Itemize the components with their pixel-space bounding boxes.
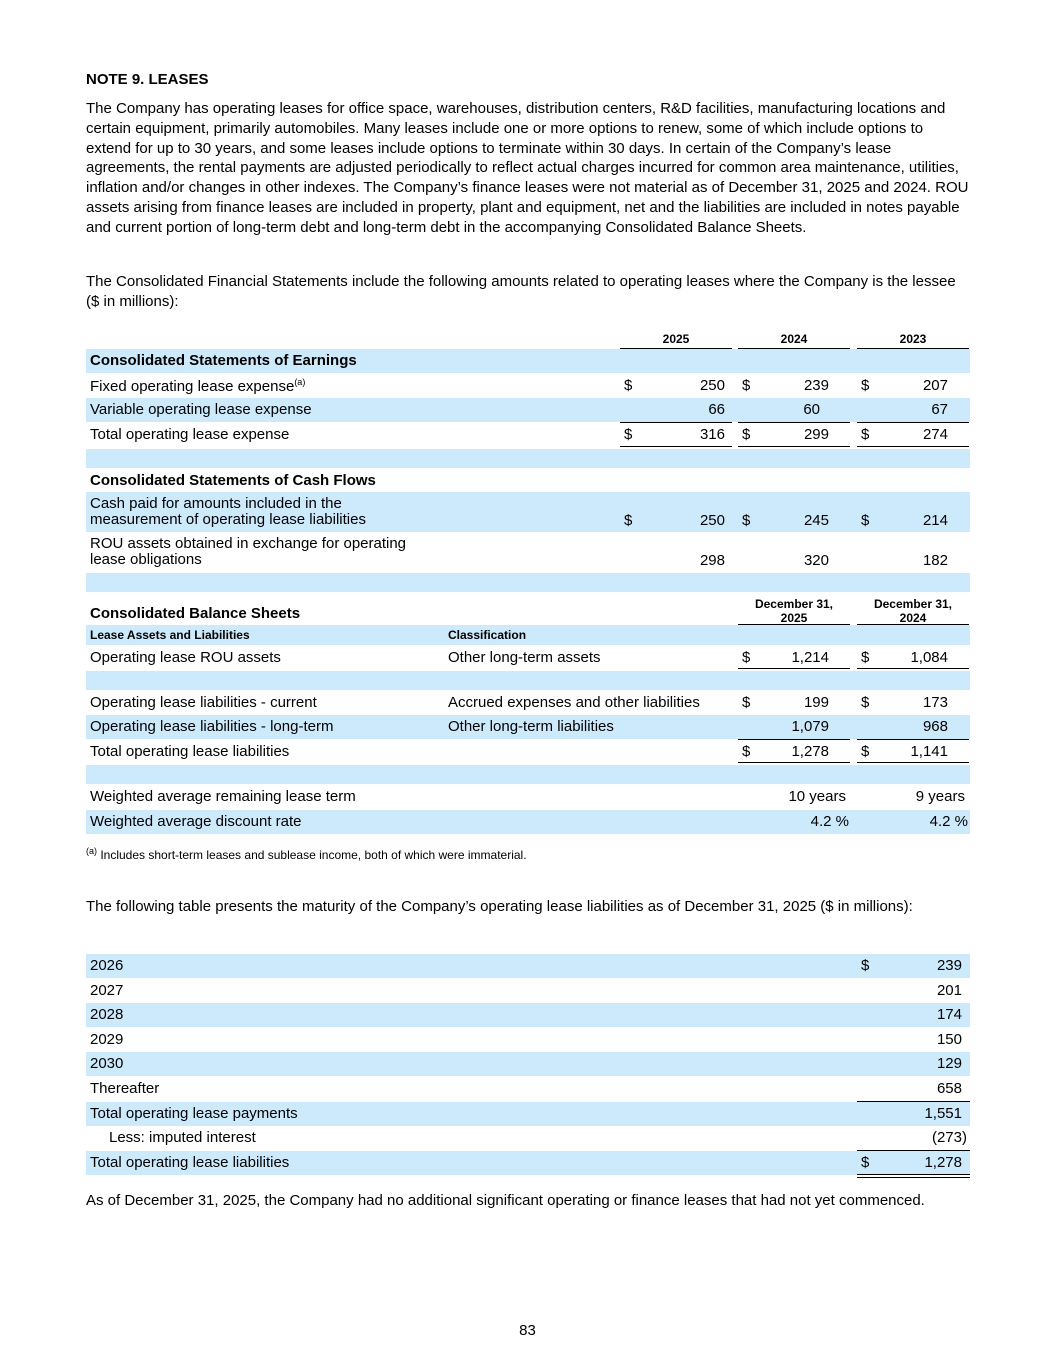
currency-symbol: $ — [624, 512, 633, 529]
col-header-dec-2025: December 31, 2025 — [754, 597, 834, 625]
row-label: Fixed operating lease expense$^{(a)}$ — [90, 377, 306, 395]
row-label: Cash paid for amounts included in the measurement of operating lease liabilities — [90, 495, 366, 528]
value-2025: 316 — [699, 426, 725, 443]
value-2024: 9 years — [915, 788, 965, 805]
value-2024: 968 — [922, 718, 948, 735]
value-2024: 239 — [803, 377, 829, 394]
value-2024: 1,084 — [910, 649, 948, 666]
row-label: Total operating lease liabilities — [90, 743, 290, 760]
currency-symbol: $ — [861, 426, 870, 443]
table-row — [86, 492, 970, 532]
currency-symbol: $ — [742, 743, 751, 760]
row-value: (273) — [931, 1129, 967, 1146]
row-label: Weighted average remaining lease term — [90, 788, 356, 805]
table-row — [86, 954, 970, 978]
table-row — [86, 785, 970, 809]
value-2025: 250 — [699, 512, 725, 529]
intro-paragraph: The Company has operating leases for office space, warehouses, distribution centers, R&D facilities, manufacturing locations and certain equipment, primarily automobiles. Many leases include one or more options to renew, some of which include options to extend for up to 30 years, and some leases include options to terminate within 30 days. In certain of the Company’s lease agreements, the rental payments are adjusted periodically to reflect actual charges incurred for common area maintenance, utilities, inflation and/or changes in other indexes. The Company’s finance leases were not material as of December 31, 2025 and 2024. ROU assets arising from finance leases are included in property, plant and equipment, net and the liabilities are included in notes payable and current portion of long-term debt and long-term debt in the accompanying Consolidated Balance Sheets. — [86, 100, 969, 236]
row-value: 239 — [936, 957, 962, 974]
subheader-assets: Lease Assets and Liabilities — [90, 628, 250, 642]
subheader-classification: Classification — [448, 628, 527, 642]
row-classification: Accrued expenses and other liabilities — [448, 694, 700, 711]
subheader-row — [86, 625, 970, 645]
row-value: 129 — [936, 1055, 962, 1072]
row-label: Total operating lease expense — [90, 426, 290, 443]
earnings-heading-row — [86, 349, 970, 373]
balance-sheet-heading: Consolidated Balance Sheets — [90, 605, 301, 622]
row-label: ROU assets obtained in exchange for operating lease obligations — [90, 535, 407, 568]
row-label: 2029 — [90, 1031, 124, 1048]
note-title: NOTE 9. LEASES — [86, 71, 209, 88]
currency-symbol: $ — [742, 426, 751, 443]
earnings-heading: Consolidated Statements of Earnings — [90, 352, 357, 369]
page-number: 83 — [519, 1322, 536, 1339]
row-label: Weighted average discount rate — [90, 813, 302, 830]
currency-symbol: $ — [624, 377, 633, 394]
table-row — [86, 1126, 970, 1150]
currency-symbol: $ — [742, 512, 751, 529]
value-2025: 199 — [803, 694, 829, 711]
row-value: 174 — [936, 1006, 962, 1023]
table-row — [86, 646, 970, 670]
value-2025: 250 — [699, 377, 725, 394]
table-row — [86, 374, 970, 398]
row-label: 2030 — [90, 1055, 124, 1072]
row-value: 201 — [936, 982, 962, 999]
currency-symbol: $ — [861, 512, 870, 529]
value-2024: 4.2 % — [929, 813, 968, 830]
spacer-row — [86, 573, 970, 592]
value-2023: 207 — [922, 377, 948, 394]
closing-paragraph: As of December 31, 2025, the Company had no additional significant operating or finance leases that had not yet commenced. — [86, 1192, 925, 1209]
value-2024: 320 — [803, 552, 829, 569]
value-2024: 1,141 — [910, 743, 948, 760]
value-2024: 173 — [922, 694, 948, 711]
currency-symbol: $ — [861, 1154, 870, 1171]
currency-symbol: $ — [861, 743, 870, 760]
row-label: Variable operating lease expense — [90, 401, 312, 418]
value-2025: 298 — [699, 552, 725, 569]
table-row — [86, 740, 970, 764]
value-2025: 4.2 % — [810, 813, 849, 830]
table-row — [86, 715, 970, 739]
table-intro-paragraph: The Consolidated Financial Statements include the following amounts related to operating leases where the Company is the lessee ($ in millions): — [86, 273, 956, 310]
value-2023: 182 — [922, 552, 948, 569]
currency-symbol: $ — [742, 377, 751, 394]
row-label: Less: imputed interest — [109, 1129, 256, 1146]
row-value: 658 — [936, 1080, 962, 1097]
table-row — [86, 1077, 970, 1101]
currency-symbol: $ — [861, 377, 870, 394]
table-row — [86, 691, 970, 715]
value-2025: 1,278 — [791, 743, 829, 760]
row-value: 1,278 — [924, 1154, 962, 1171]
col-header-2024: 2024 — [780, 332, 808, 346]
table-row — [86, 1151, 970, 1175]
row-value: 150 — [936, 1031, 962, 1048]
table-row — [86, 1003, 970, 1027]
row-label: Operating lease liabilities - current — [90, 694, 317, 711]
value-2025: 1,079 — [791, 718, 829, 735]
col-header-2023: 2023 — [899, 332, 927, 346]
row-label: 2027 — [90, 982, 124, 999]
table-row — [86, 532, 970, 572]
col-header-2025: 2025 — [662, 332, 690, 346]
cashflow-heading-row — [86, 468, 970, 492]
row-label: 2026 — [90, 957, 124, 974]
currency-symbol: $ — [624, 426, 633, 443]
row-label: Total operating lease liabilities — [90, 1154, 290, 1171]
row-label: Total operating lease payments — [90, 1105, 298, 1122]
table-row — [86, 979, 970, 1003]
value-2023: 67 — [931, 401, 948, 418]
value-2025: 66 — [708, 401, 725, 418]
value-2024: 299 — [803, 426, 829, 443]
table-row — [86, 398, 970, 422]
spacer-row — [86, 449, 970, 468]
table-row — [86, 1028, 970, 1052]
row-label: Operating lease ROU assets — [90, 649, 281, 666]
cashflow-heading: Consolidated Statements of Cash Flows — [90, 472, 376, 489]
spacer-row — [86, 671, 970, 690]
footnote: $^{(a)}$ Includes short-term leases and sublease income, both of which were immaterial. — [86, 846, 527, 862]
table-row — [86, 1102, 970, 1126]
col-header-dec-2024: December 31, 2024 — [873, 597, 953, 625]
currency-symbol: $ — [861, 694, 870, 711]
value-2024: 60 — [803, 401, 820, 418]
value-2025: 10 years — [788, 788, 846, 805]
row-label: Operating lease liabilities - long-term — [90, 718, 334, 735]
row-label: Thereafter — [90, 1080, 160, 1097]
currency-symbol: $ — [861, 649, 870, 666]
row-value: 1,551 — [924, 1105, 962, 1122]
currency-symbol: $ — [742, 649, 751, 666]
value-2024: 245 — [803, 512, 829, 529]
row-classification: Other long-term assets — [448, 649, 601, 666]
table-row — [86, 810, 970, 834]
currency-symbol: $ — [861, 957, 870, 974]
value-2025: 1,214 — [791, 649, 829, 666]
currency-symbol: $ — [742, 694, 751, 711]
value-2023: 214 — [922, 512, 948, 529]
row-classification: Other long-term liabilities — [448, 718, 614, 735]
row-label: 2028 — [90, 1006, 124, 1023]
table-row — [86, 1052, 970, 1076]
table-row — [86, 423, 970, 447]
spacer-row — [86, 765, 970, 784]
value-2023: 274 — [922, 426, 948, 443]
maturity-intro-paragraph: The following table presents the maturity of the Company’s operating lease liabilities as of December 31, 2025 ($ in millions): — [86, 898, 913, 915]
